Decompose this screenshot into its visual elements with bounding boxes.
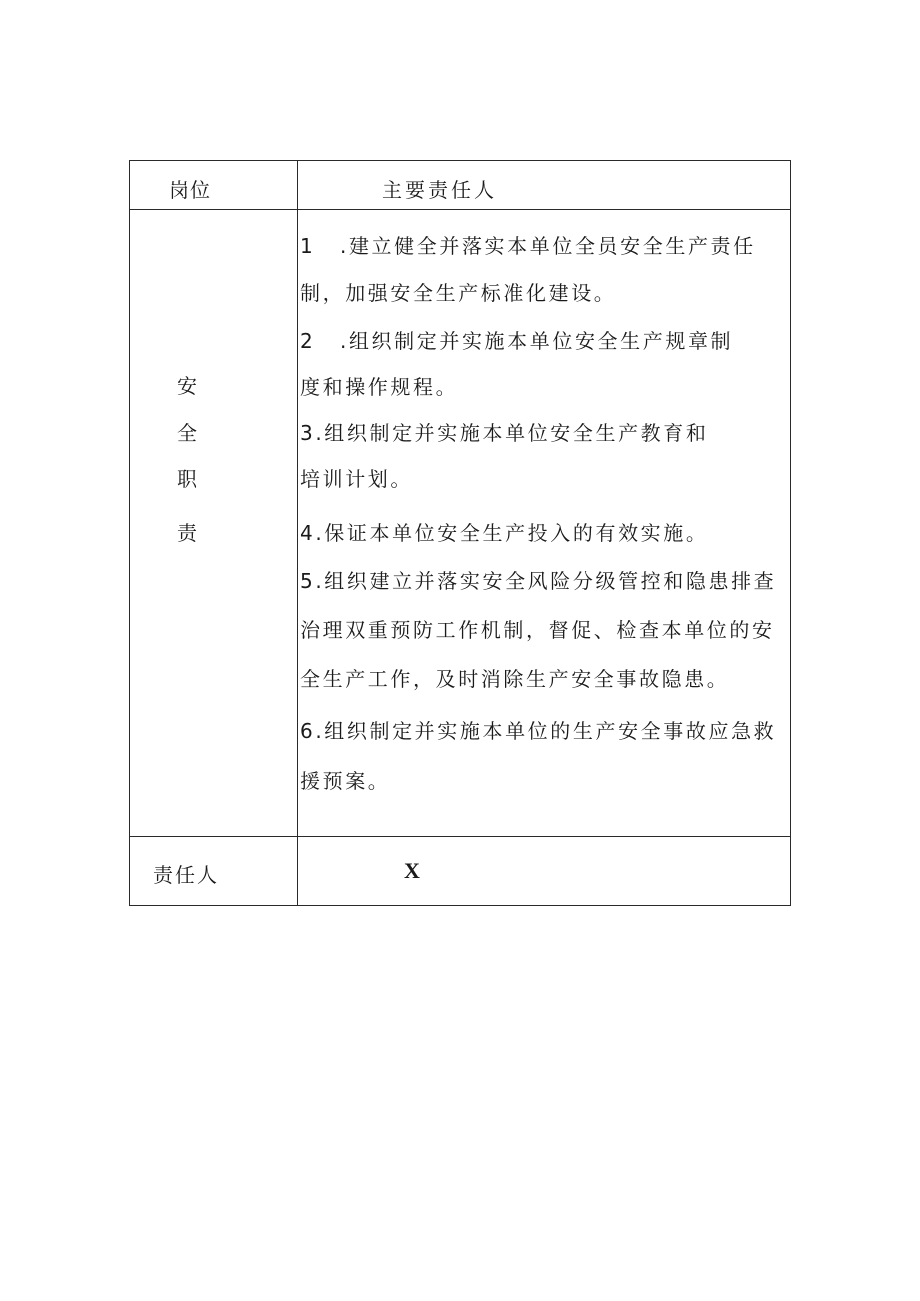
duty-item-5-line-2: 治理双重预防工作机制，督促、检查本单位的安: [300, 618, 775, 642]
header-cell-position: [130, 161, 298, 210]
duty-item-3-line-2: 培训计划。: [300, 467, 413, 491]
duty-item-1-text: .建立健全并落实本单位全员安全生产责任: [340, 234, 756, 258]
duty-item-2-line-1: [300, 325, 733, 354]
duty-item-1-line-2: 制，加强安全生产标准化建设。: [300, 281, 617, 305]
duty-item-5-line-1: 5.组织建立并落实安全风险分级管控和隐患排查: [300, 569, 777, 593]
table-header-row: [130, 161, 791, 210]
duty-item-6-line-1: 6.组织制定并实施本单位的生产安全事故应急救: [300, 719, 777, 743]
duties-label-char: 安: [177, 374, 197, 398]
header-position-label: 岗位: [169, 178, 211, 202]
duty-item-1-number: 1: [300, 234, 313, 258]
header-cell-responsible: [298, 161, 791, 210]
responsible-person-label: 责任人: [153, 863, 219, 887]
duty-item-2-number: 2: [300, 329, 313, 353]
table-footer-row: [130, 837, 791, 906]
duty-item-1-line-1: [300, 230, 756, 259]
duty-item-2-text: .组织制定并实施本单位安全生产规章制: [340, 329, 734, 353]
responsible-person-value: X: [404, 858, 420, 883]
duty-table: [129, 160, 791, 906]
duties-row: [130, 210, 791, 837]
duties-content-cell: [298, 210, 791, 837]
duty-item-6-line-2: 援预案。: [300, 769, 391, 793]
duties-label-cell: [130, 210, 298, 837]
duties-label-char: 全: [177, 421, 197, 445]
header-responsible-label: 主要责任人: [382, 178, 497, 202]
duties-label-char: 责: [177, 521, 197, 545]
footer-cell-value: [298, 837, 791, 906]
duty-item-5-line-3: 全生产工作，及时消除生产安全事故隐患。: [300, 667, 730, 691]
duties-label-char: 职: [177, 467, 197, 491]
footer-cell-label: [130, 837, 298, 906]
duty-item-4-line-1: 4.保证本单位安全生产投入的有效实施。: [300, 521, 709, 545]
duty-item-3-line-1: 3.组织制定并实施本单位安全生产教育和: [300, 421, 709, 445]
duty-item-2-line-2: 度和操作规程。: [300, 375, 459, 399]
